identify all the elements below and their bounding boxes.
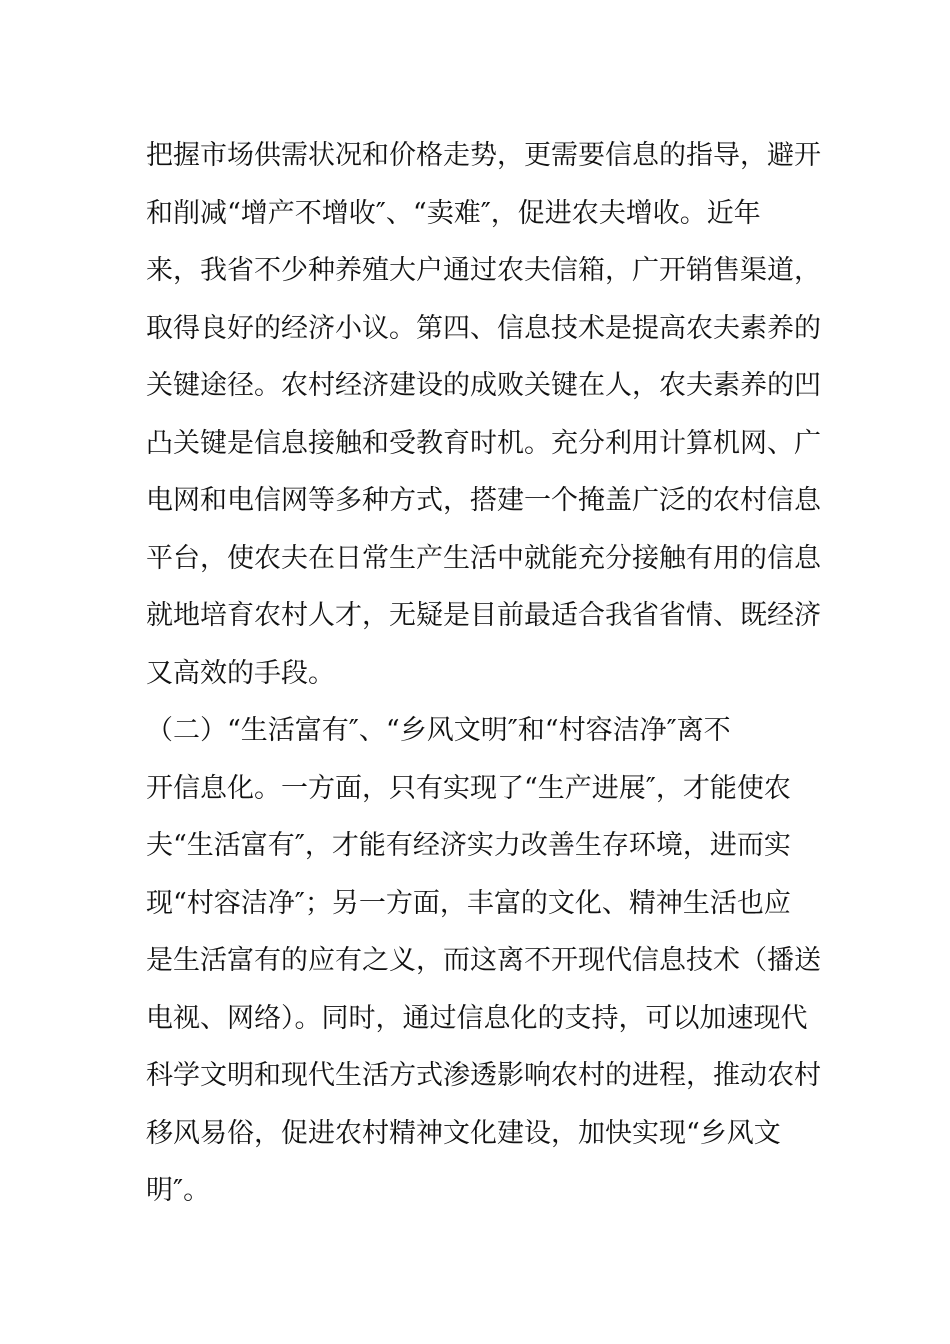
text-line: 又高效的手段。 xyxy=(146,657,335,689)
text-line: 和削减“增产不增收″、“卖难″，促进农夫增收。近年 xyxy=(146,197,761,229)
text-line: 夫“生活富有″，才能有经济实力改善生存环境，进而实 xyxy=(146,830,791,861)
text-line: 开信息化。一方面，只有实现了“生产进展″，才能使农 xyxy=(146,772,791,804)
text-line: 凸关键是信息接触和受教育时机。充分利用计算机网、广 xyxy=(146,427,821,459)
text-line: 平台，使农夫在日常生产生活中就能充分接触有用的信息 xyxy=(146,542,821,574)
paragraph-2 xyxy=(146,702,826,1220)
text-line: 科学文明和现代生活方式渗透影响农村的进程，推动农村 xyxy=(146,1060,821,1091)
text-line: 把握市场供需状况和价格走势，更需要信息的指导，避开 xyxy=(146,140,821,171)
text-line: 现“村容洁净″；另一方面，丰富的文化、精神生活也应 xyxy=(146,887,791,919)
paragraph-1 xyxy=(146,127,826,702)
text-line: 是生活富有的应有之义，而这离不开现代信息技术（播送 xyxy=(146,945,821,976)
text-line: 明″。 xyxy=(146,1175,211,1206)
text-line: 电视、网络）。同时，通过信息化的支持，可以加速现代 xyxy=(146,1002,808,1034)
text-line: 来，我省不少种养殖大户通过农夫信箱，广开销售渠道， xyxy=(146,255,821,286)
text-line: 移风易俗，促进农村精神文化建设，加快实现“乡风文 xyxy=(146,1117,781,1149)
body-text xyxy=(146,127,826,1220)
text-line: 关键途径。农村经济建设的成败关键在人，农夫素养的凹 xyxy=(146,370,821,401)
text-line: 就地培育农村人才，无疑是目前最适合我省省情、既经济 xyxy=(146,600,821,631)
text-line: （二）“生活富有″、“乡风文明″和“村容洁净″离不 xyxy=(146,715,731,746)
text-line: 取得良好的经济小议。第四、信息技术是提高农夫素养的 xyxy=(146,312,821,344)
text-line: 电网和电信网等多种方式，搭建一个掩盖广泛的农村信息 xyxy=(146,485,821,516)
